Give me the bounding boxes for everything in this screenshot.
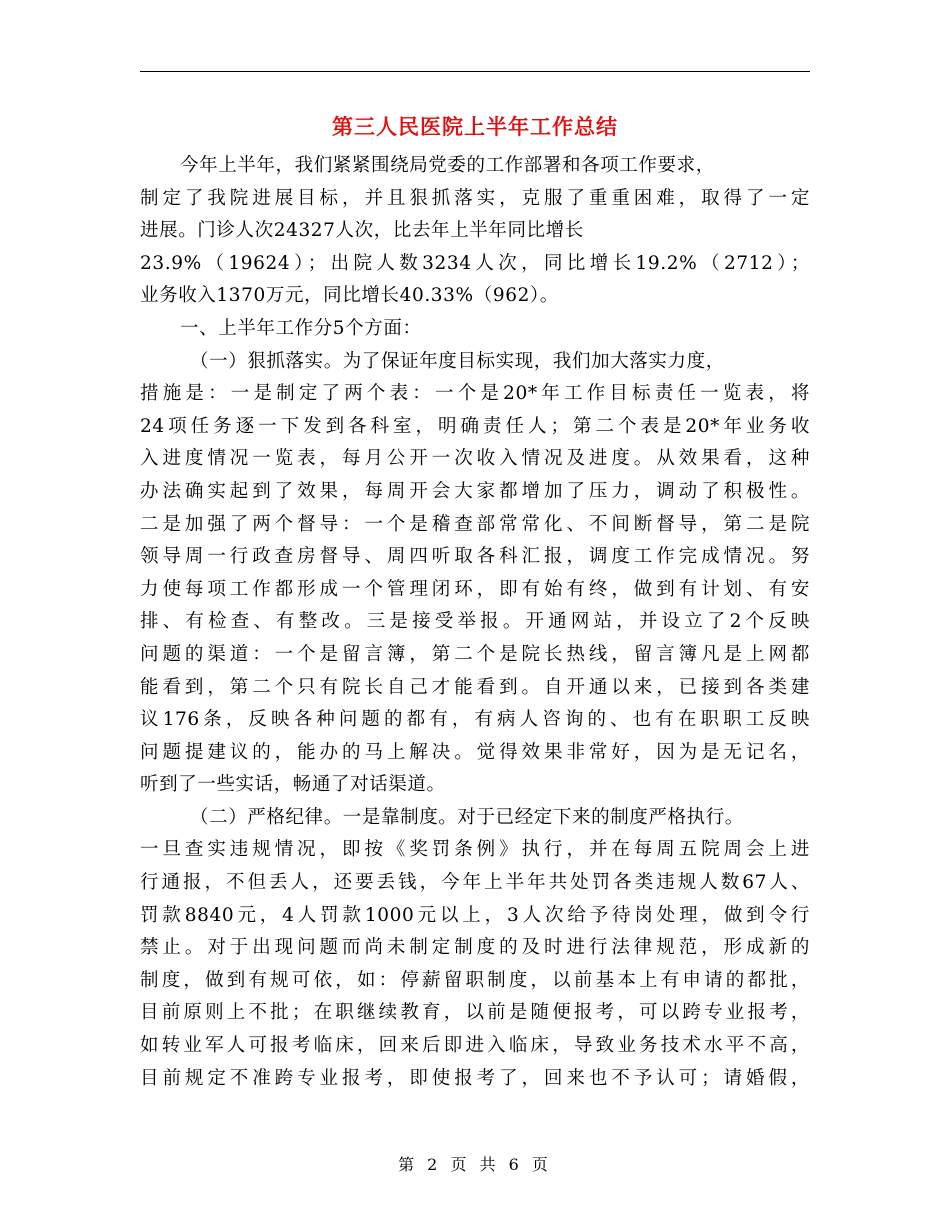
text-line: 办法确实起到了效果，每周开会大家都增加了压力，调动了积极性。 bbox=[140, 480, 810, 502]
text-line: 一旦查实违规情况，即按《奖罚条例》执行，并在每周五院周会上进 bbox=[140, 839, 810, 861]
text-line: 议176条，反映各种问题的都有，有病人咨询的、也有在职职工反映 bbox=[140, 709, 810, 731]
text-line: 如转业军人可报考临床，回来后即进入临床，导致业务技术水平不高， bbox=[140, 1035, 810, 1057]
text-line: （二）严格纪律。一是靠制度。对于已经定下来的制度严格执行。 bbox=[190, 806, 744, 828]
text-line: 二是加强了两个督导：一个是稽查部常常化、不间断督导，第二是院 bbox=[140, 513, 810, 535]
text-line: 罚款8840元，4人罚款1000元以上，3人次给予待岗处理，做到令行 bbox=[140, 904, 810, 926]
text-line: 问题的渠道：一个是留言簿，第二个是院长热线，留言簿凡是上网都 bbox=[140, 643, 810, 665]
document-title: 第三人民医院上半年工作总结 bbox=[332, 114, 618, 139]
text-line: 业务收入1370万元，同比增长40.33%（962）。 bbox=[140, 285, 559, 307]
text-line: 禁止。对于出现问题而尚未制定制度的及时进行法律规范，形成新的 bbox=[140, 937, 810, 959]
header-rule bbox=[140, 71, 810, 72]
document-body bbox=[140, 150, 810, 1095]
text-line: 问题提建议的，能办的马上解决。觉得效果非常好，因为是无记名， bbox=[140, 741, 810, 763]
text-line: 措施是：一是制定了两个表：一个是20*年工作目标责任一览表，将 bbox=[140, 383, 810, 405]
text-line: 24项任务逐一下发到各科室，明确责任人；第二个表是20*年业务收 bbox=[140, 415, 810, 437]
text-line: 目前原则上不批；在职继续教育，以前是随便报考，可以跨专业报考， bbox=[140, 1002, 810, 1024]
text-line: 23.9%（19624）；出院人数3234人次，同比增长19.2%（2712）； bbox=[140, 252, 810, 274]
text-line: 听到了一些实话，畅通了对话渠道。 bbox=[140, 774, 446, 796]
text-line: 排、有检查、有整改。三是接受举报。开通网站，并设立了2个反映 bbox=[140, 611, 810, 633]
text-line: 制定了我院进展目标，并且狠抓落实，克服了重重困难，取得了一定 bbox=[140, 187, 810, 209]
text-line: 今年上半年，我们紧紧围绕局党委的工作部署和各项工作要求， bbox=[180, 155, 715, 176]
text-line: 行通报，不但丢人，还要丢钱，今年上半年共处罚各类违规人数67人、 bbox=[140, 872, 810, 894]
text-line: 力使每项工作都形成一个管理闭环，即有始有终，做到有计划、有安 bbox=[140, 578, 810, 600]
text-line: 领导周一行政查房督导、周四听取各科汇报，调度工作完成情况。努 bbox=[140, 546, 810, 568]
text-line: （一）狠抓落实。为了保证年度目标实现，我们加大落实力度， bbox=[190, 350, 725, 372]
text-line: 制度，做到有规可依，如：停薪留职制度，以前基本上有申请的都批， bbox=[140, 969, 810, 991]
page-footer: 第 2 页 共 6 页 bbox=[398, 1155, 552, 1174]
text-line: 目前规定不准跨专业报考，即使报考了，回来也不予认可；请婚假， bbox=[140, 1067, 810, 1089]
section-heading: 一、上半年工作分5个方面： bbox=[180, 317, 422, 339]
text-line: 入进度情况一览表，每月公开一次收入情况及进度。从效果看，这种 bbox=[140, 448, 810, 470]
text-line: 能看到，第二个只有院长自己才能看到。自开通以来，已接到各类建 bbox=[140, 676, 810, 698]
text-line: 进展。门诊人次24327人次，比去年上半年同比增长 bbox=[140, 220, 584, 242]
